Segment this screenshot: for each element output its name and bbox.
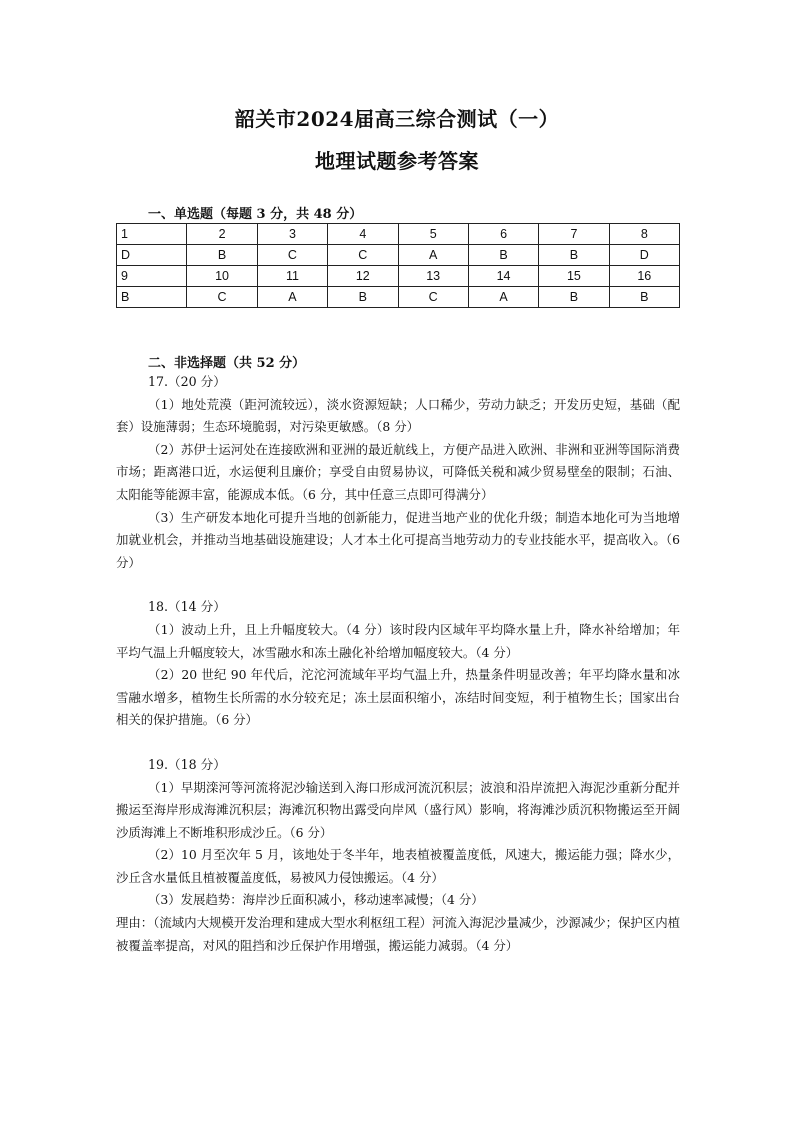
table-cell: A (398, 245, 468, 266)
table-cell: A (468, 287, 538, 308)
question-18-heading: 18.（14 分） (148, 599, 226, 615)
table-cell: B (117, 287, 187, 308)
table-cell: B (609, 287, 679, 308)
table-cell: 3 (257, 224, 327, 245)
table-cell: C (328, 245, 398, 266)
section-heading-non-choice: 二、非选择题（共 52 分） (148, 356, 306, 371)
table-row-question-numbers (117, 224, 680, 245)
table-cell: 12 (328, 266, 398, 287)
question-19-reason: 理由：（流域内大规模开发治理和建成大型水利枢纽工程）河流入海泥沙量减少，沙源减少；保护区内植被覆盖率提高，对风的阻挡和沙丘保护作用增强，搬运能力减弱。（4 分） (116, 915, 680, 953)
question-18-part-1: （1）波动上升，且上升幅度较大。（4 分）该时段内区域年平均降水量上升，降水补给增加；年平均气温上升幅度较大，冰雪融水和冻土融化补给增加幅度较大。（4 分） (116, 621, 680, 660)
question-19-part-2: （2）10 月至次年 5 月，该地处于冬半年，地表植被覆盖度低，风速大，搬运能力强；降水少，沙丘含水量低且植被覆盖度低，易被风力侵蚀搬运。（4 分） (116, 847, 680, 885)
table-cell: 14 (468, 266, 538, 287)
table-cell: D (609, 245, 679, 266)
table-cell: 15 (539, 266, 609, 287)
table-cell: D (117, 245, 187, 266)
table-cell: 6 (468, 224, 538, 245)
table-cell: B (328, 287, 398, 308)
table-cell: 2 (187, 224, 257, 245)
table-cell: B (539, 287, 609, 308)
answer-body (116, 371, 680, 957)
table-row-answers (117, 245, 680, 266)
table-cell: 11 (257, 266, 327, 287)
table-cell: B (187, 245, 257, 266)
table-cell: 8 (609, 224, 679, 245)
question-17-part-1: （1）地处荒漠（距河流较远），淡水资源短缺；人口稀少，劳动力缺乏；开发历史短，基础（配套）设施薄弱；生态环境脆弱，对污染更敏感。（8 分） (116, 396, 680, 435)
table-cell: 4 (328, 224, 398, 245)
page-title: 韶关市2024届高三综合测试（一） (234, 107, 560, 131)
table-cell: 16 (609, 266, 679, 287)
question-19-part-3: （3）发展趋势：海岸沙丘面积减小，移动速率减慢；（4 分） (148, 892, 484, 908)
table-cell: C (398, 287, 468, 308)
question-18-part-2: （2）20 世纪 90 年代后，沱沱河流域年平均气温上升，热量条件明显改善；年平均降水量和冰雪融水增多，植物生长所需的水分较充足；冻土层面积缩小，冻结时间变短，利于植物生长；国家出台相关的保护措施。（6 分） (116, 667, 680, 728)
table-cell: 10 (187, 266, 257, 287)
table-cell: A (257, 287, 327, 308)
question-17-heading: 17.（20 分） (148, 374, 226, 389)
table-cell: 1 (117, 224, 187, 245)
table-cell: C (257, 245, 327, 266)
spacer (116, 732, 680, 754)
table-cell: B (539, 245, 609, 266)
question-17-part-3: （3）生产研发本地化可提升当地的创新能力，促进当地产业的优化升级；制造本地化可为当地增加就业机会，并推动当地基础设施建设；人才本土化可提高当地劳动力的专业技能水平，提高收入。（6 分） (116, 509, 680, 570)
table-cell: C (187, 287, 257, 308)
spacer (116, 574, 680, 596)
section-heading-single-choice: 一、单选题（每题 3 分，共 48 分） (148, 207, 363, 222)
question-17-part-2: （2）苏伊士运河处在连接欧洲和亚洲的最近航线上，方便产品进入欧洲、非洲和亚洲等国际消费市场；距离港口近，水运便利且廉价；享受自由贸易协议，可降低关税和减少贸易壁垒的限制；石油、太阳能等能源丰富，能源成本低。（6 分，其中任意三点即可得满分） (116, 441, 680, 502)
question-19-part-1: （1）早期滦河等河流将泥沙输送到入海口形成河流沉积层；波浪和沿岸流把入海泥沙重新分配并搬运至海岸形成海滩沉积层；海滩沉积物出露受向岸风（盛行风）影响，将海滩沙质沉积物搬运至开阔沙质海滩上不断堆积形成沙丘。（6 分） (116, 779, 680, 840)
table-cell: 9 (117, 266, 187, 287)
table-cell: 5 (398, 224, 468, 245)
table-cell: B (468, 245, 538, 266)
page-subtitle: 地理试题参考答案 (315, 149, 479, 173)
table-cell: 7 (539, 224, 609, 245)
table-row-answers (117, 287, 680, 308)
table-row-question-numbers (117, 266, 680, 287)
table-cell: 13 (398, 266, 468, 287)
answer-table (116, 223, 680, 308)
question-19-heading: 19.（18 分） (148, 756, 226, 772)
